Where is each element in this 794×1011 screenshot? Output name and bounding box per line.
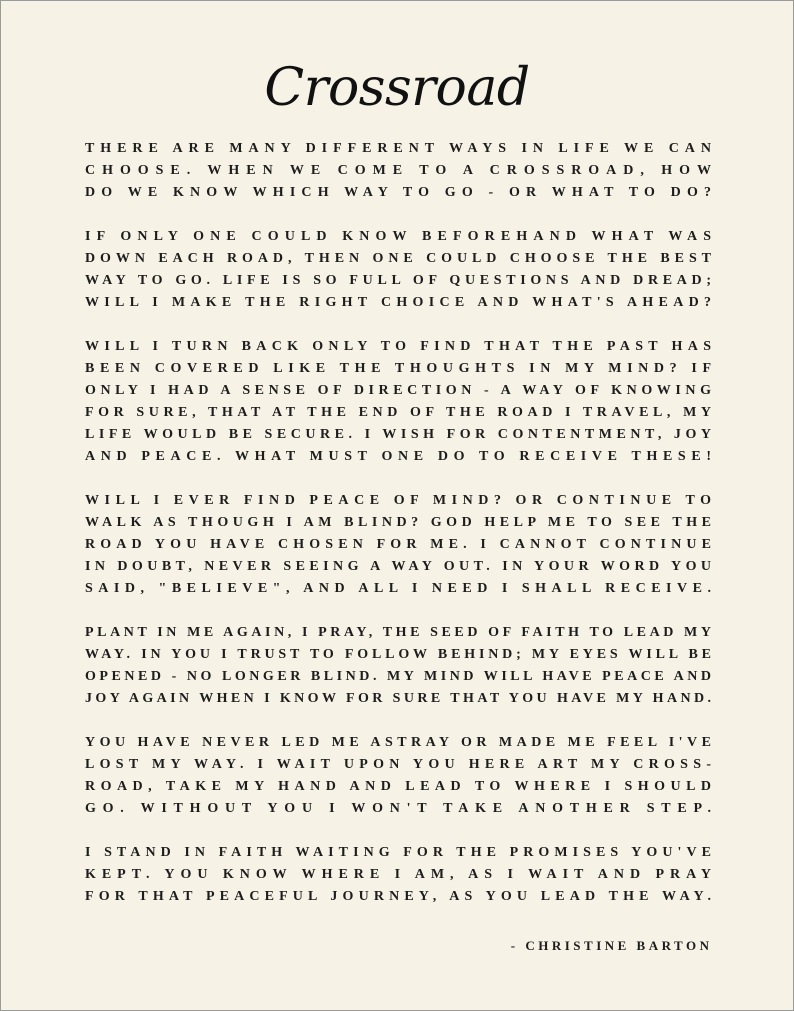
poem-line: SAID, "BELIEVE", AND ALL I NEED I SHALL RECEIVE. [85,581,717,596]
poem-line: THERE ARE MANY DIFFERENT WAYS IN LIFE WE CAN [85,141,717,156]
poem-line: WILL I EVER FIND PEACE OF MIND? OR CONTINUE TO [85,493,717,508]
poem-line: GO. WITHOUT YOU I WON'T TAKE ANOTHER STEP. [85,801,718,816]
poem-line: DO WE KNOW WHICH WAY TO GO - OR WHAT TO DO? [85,185,718,200]
poem-line: LIFE WOULD BE SECURE. I WISH FOR CONTENTMENT, JOY [85,427,716,442]
poem-line: CHOOSE. WHEN WE COME TO A CROSSROAD, HOW [85,163,718,178]
poem-line: FOR SURE, THAT AT THE END OF THE ROAD I TRAVEL, MY [85,405,716,420]
poem-line: LOST MY WAY. I WAIT UPON YOU HERE ART MY CROSS- [85,757,717,772]
poem-line: ROAD YOU HAVE CHOSEN FOR ME. I CANNOT CONTINUE [85,537,717,552]
poem-line: WAY TO GO. LIFE IS SO FULL OF QUESTIONS AND DREAD; [85,273,716,288]
poem-line: OPENED - NO LONGER BLIND. MY MIND WILL HAVE PEACE AND [85,669,715,684]
poem-line: ONLY I HAD A SENSE OF DIRECTION - A WAY OF KNOWING [85,383,716,398]
poem-line: ROAD, TAKE MY HAND AND LEAD TO WHERE I SHOULD [85,779,717,794]
poem-line: YOU HAVE NEVER LED ME ASTRAY OR MADE ME FEEL I'VE [85,735,716,750]
poem-line: AND PEACE. WHAT MUST ONE DO TO RECEIVE THESE! [85,449,717,464]
poem-author: - CHRISTINE BARTON [510,938,713,953]
poem-stanza [85,842,717,908]
poem-line: JOY AGAIN WHEN I KNOW FOR SURE THAT YOU HAVE MY HAND. [85,691,715,706]
poem-line: I STAND IN FAITH WAITING FOR THE PROMISES YOU'VE [85,845,717,860]
poem-line: IF ONLY ONE COULD KNOW BEFOREHAND WHAT WAS [85,229,718,244]
poem-line: DOWN EACH ROAD, THEN ONE COULD CHOOSE THE BEST [85,251,716,266]
poem-line: FOR THAT PEACEFUL JOURNEY, AS YOU LEAD THE WAY. [85,889,717,904]
poem-line: BEEN COVERED LIKE THE THOUGHTS IN MY MIND? IF [85,361,717,376]
poem-stanza [85,490,717,600]
poem-body [85,138,718,930]
poem-line: PLANT IN ME AGAIN, I PRAY, THE SEED OF FAITH TO LEAD MY [85,625,715,640]
poem-line: IN DOUBT, NEVER SEEING A WAY OUT. IN YOUR WORD YOU [85,559,716,574]
poem-stanza [85,732,718,820]
poem-line: WILL I MAKE THE RIGHT CHOICE AND WHAT'S AHEAD? [85,295,717,310]
poem-stanza [85,226,718,314]
poem-line: WALK AS THOUGH I AM BLIND? GOD HELP ME TO SEE THE [85,515,716,530]
poem-stanza [85,336,717,468]
poem-stanza [85,622,715,710]
poem-stanza [85,138,718,204]
poem-line: WAY. IN YOU I TRUST TO FOLLOW BEHIND; MY EYES WILL BE [85,647,715,662]
poem-line: KEPT. YOU KNOW WHERE I AM, AS I WAIT AND PRAY [85,867,717,882]
poem-line: WILL I TURN BACK ONLY TO FIND THAT THE PAST HAS [85,339,717,354]
poem-title: Crossroad [264,58,530,118]
